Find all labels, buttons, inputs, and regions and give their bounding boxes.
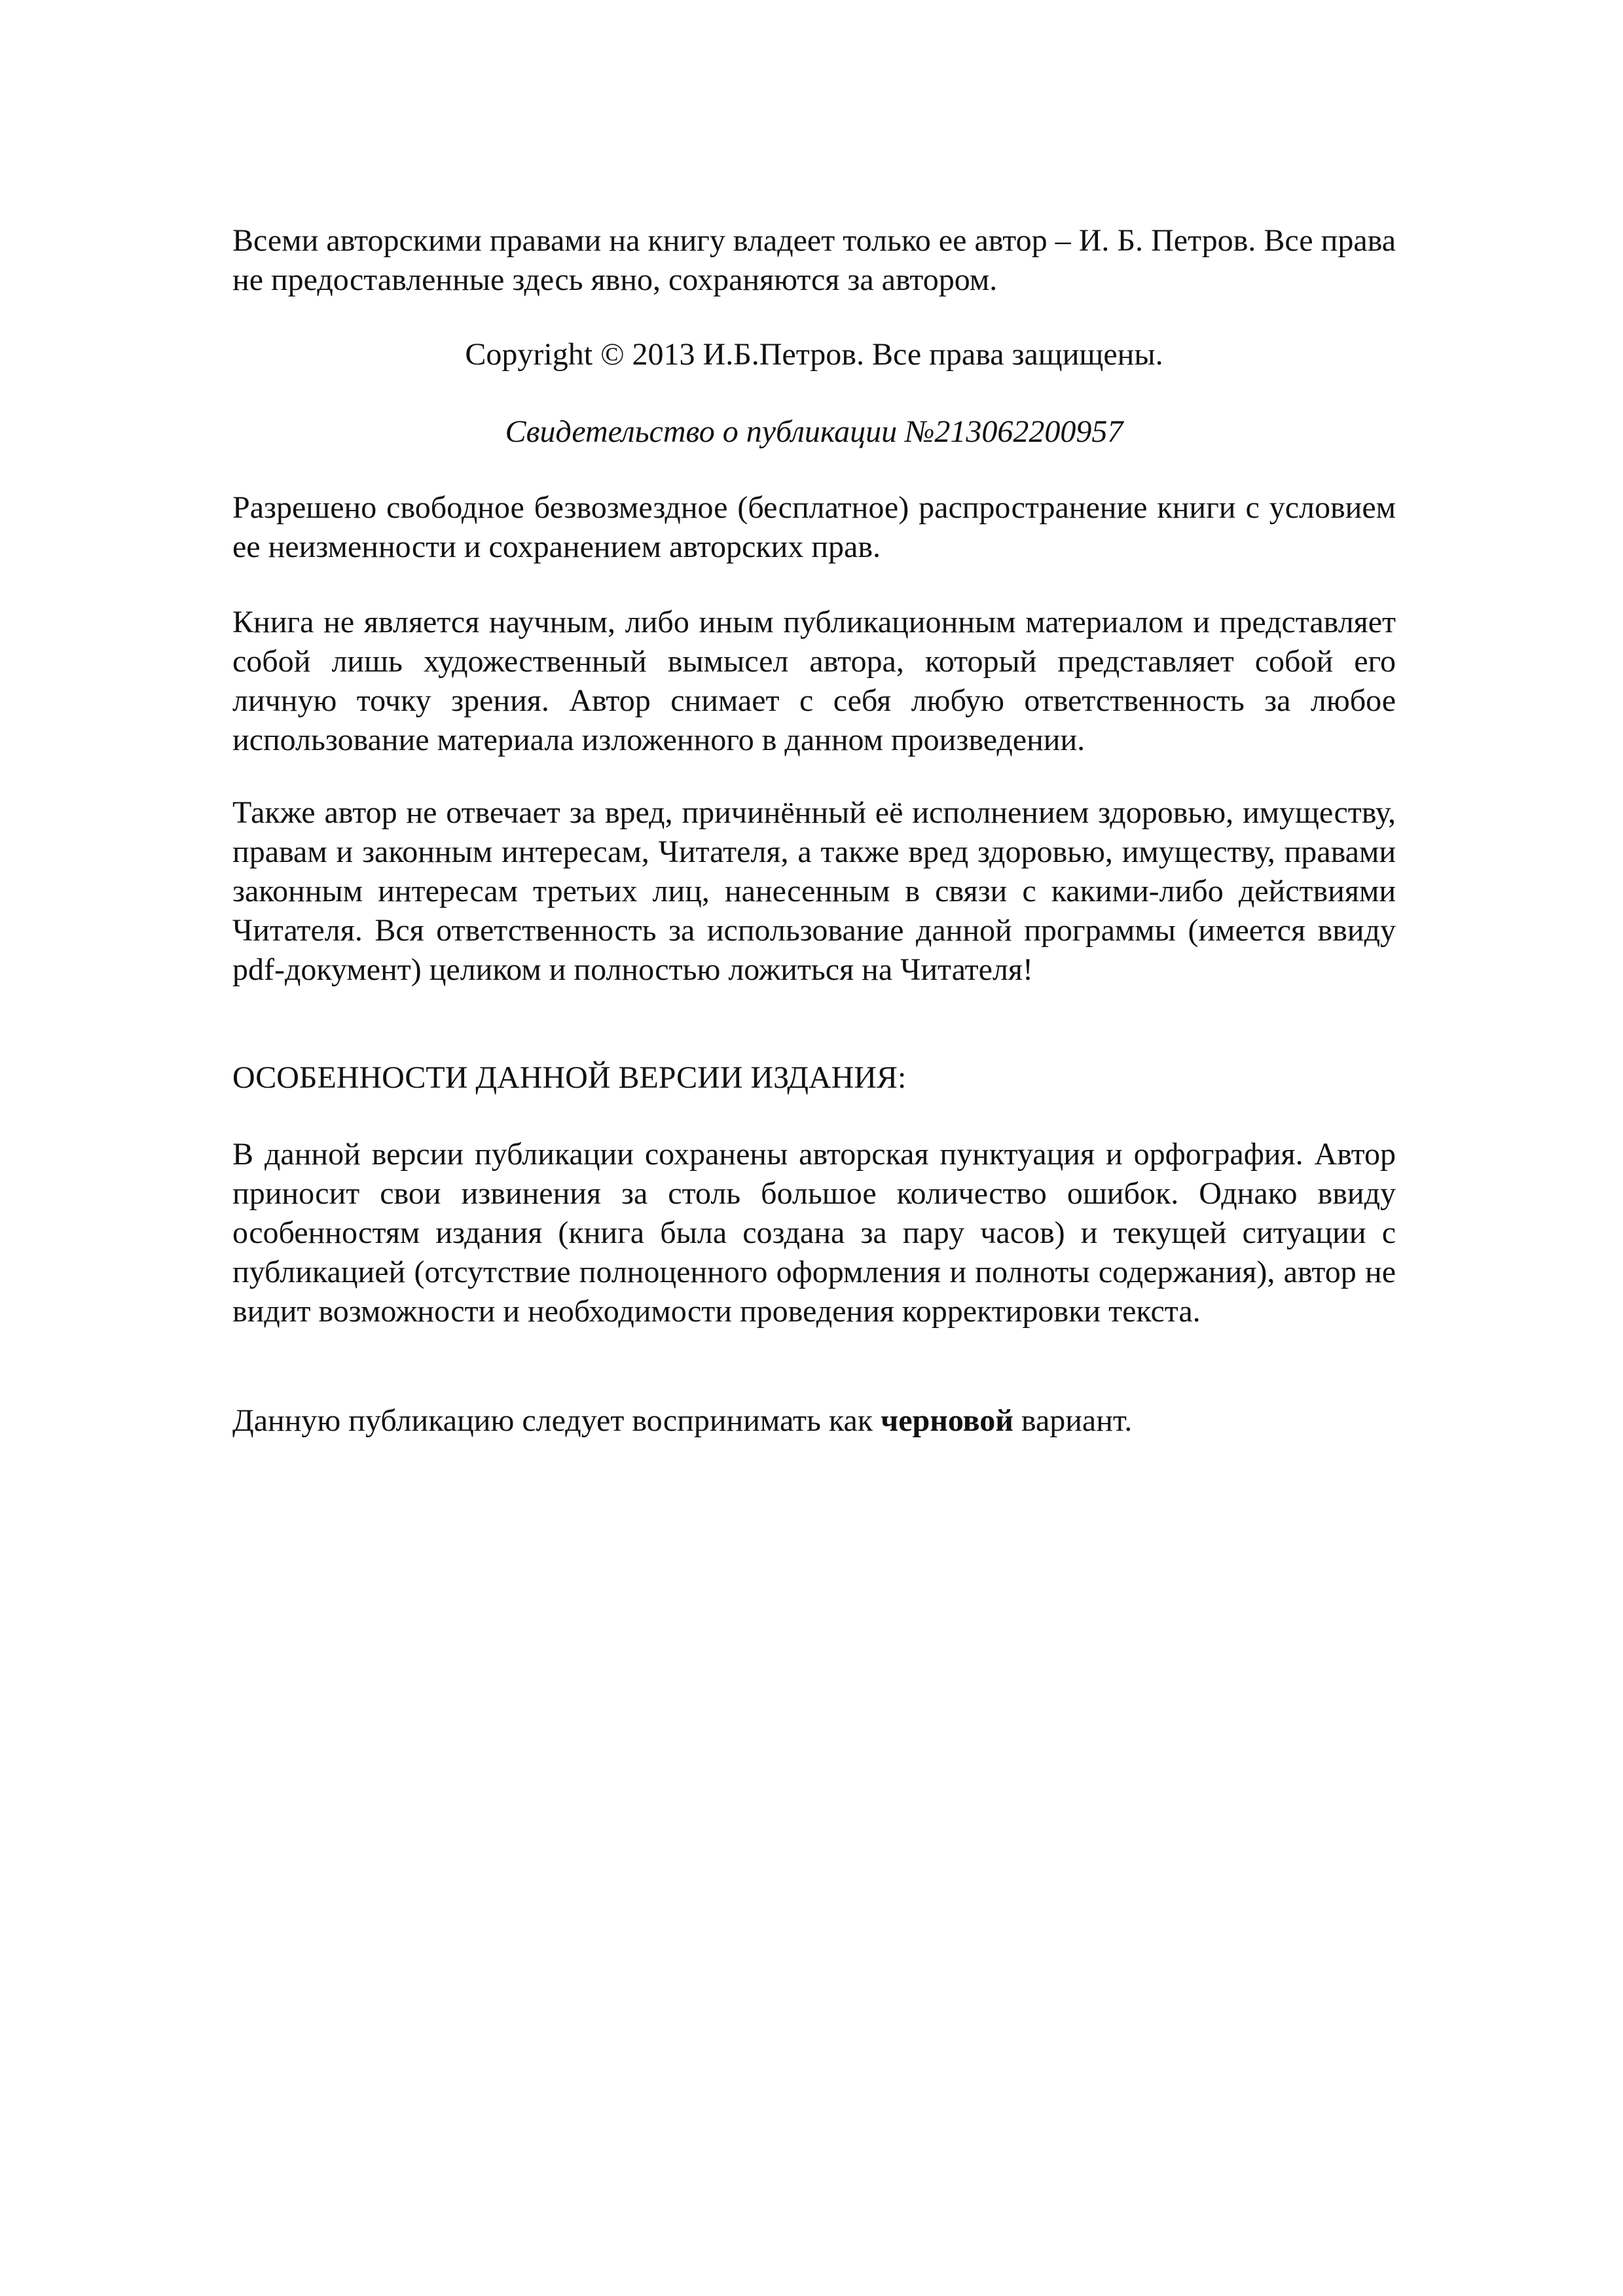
draft-note-paragraph	[232, 1401, 1396, 1441]
publication-certificate-line	[232, 412, 1396, 452]
copyright-intro-paragraph: Всеми авторскими правами на книгу владеет только ее автор – И. Б. Петров. Все права не предоставленные здесь явно, сохраняются за автором.	[232, 223, 1396, 297]
draft-note-prefix: Данную публикацию следует воспринимать как	[232, 1403, 881, 1438]
publication-certificate-text: Свидетельство о публикации №213062200957	[505, 414, 1123, 449]
draft-note-emphasis: черновой	[881, 1403, 1013, 1438]
liability-disclaimer-paragraph: Также автор не отвечает за вред, причинённый её исполнением здоровью, имуществу, правам и законным интересам, Читателя, а также вред здоровью, имуществу, правами законным интересам третьих лиц, нанесенным в связи с какими-либо действиями Читателя. Вся ответственность за использование данной программы (имеется ввиду pdf-документ) целиком и полностью ложиться на Читателя!	[232, 795, 1396, 987]
fiction-disclaimer-paragraph: Книга не является научным, либо иным публикационным материалом и представляет собой лишь художественный вымысел автора, который представляет собой его личную точку зрения. Автор снимает с себя любую ответственность за любое использование материала изложенного в данном произведении.	[232, 605, 1396, 757]
draft-note-suffix: вариант.	[1013, 1403, 1133, 1438]
edition-features-heading: ОСОБЕННОСТИ ДАННОЙ ВЕРСИИ ИЗДАНИЯ:	[232, 1060, 907, 1095]
edition-features-paragraph: В данной версии публикации сохранены авторская пунктуация и орфография. Автор приносит свои извинения за столь большое количество ошибок. Однако ввиду особенностям издания (книга была создана за пару часов) и текущей ситуации с публикацией (отсутствие полноценного оформления и полноты содержания), автор не видит возможности и необходимости проведения корректировки текста.	[232, 1137, 1396, 1329]
copyright-line: Copyright © 2013 И.Б.Петров. Все права защищены.	[465, 337, 1163, 372]
distribution-permission-paragraph: Разрешено свободное безвозмездное (бесплатное) распространение книги с условием ее неизменности и сохранением авторских прав.	[232, 490, 1396, 564]
